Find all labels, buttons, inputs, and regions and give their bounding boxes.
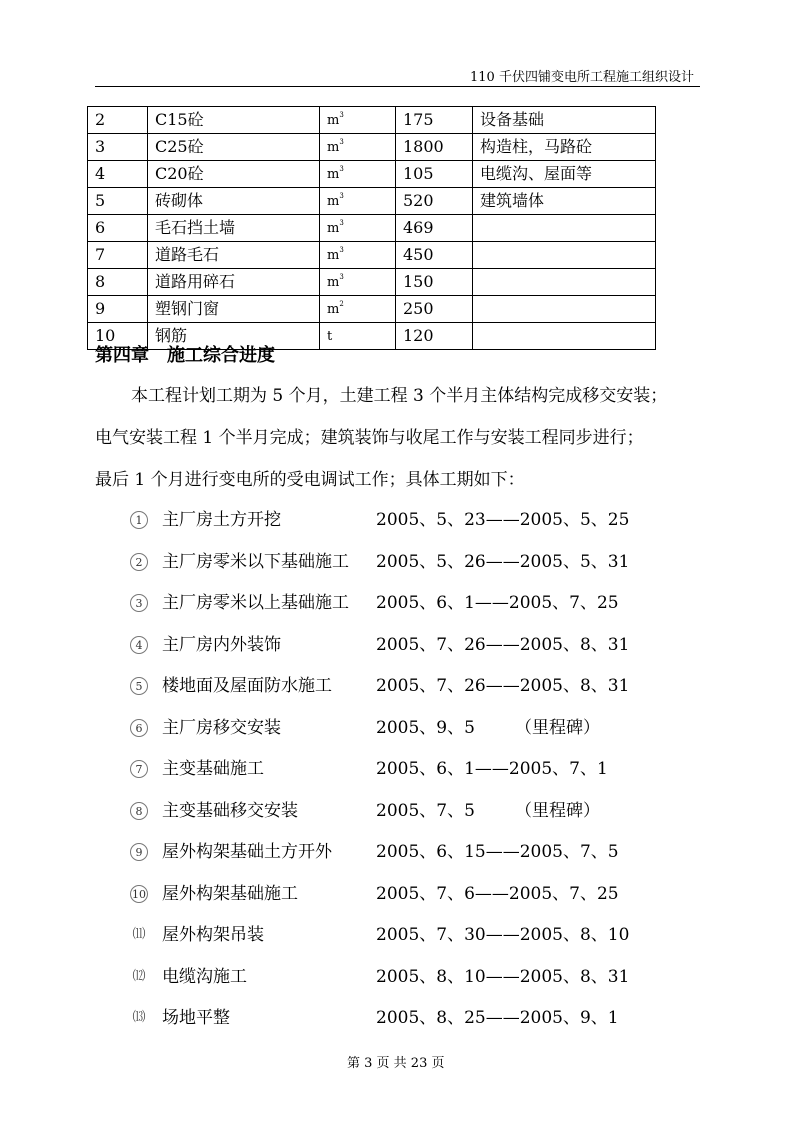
chapter-title: 第四章 施工综合进度 bbox=[95, 345, 275, 366]
intro-paragraph bbox=[95, 378, 705, 504]
quantity: 1800 bbox=[396, 134, 473, 161]
milestone-note: （里程碑） bbox=[515, 717, 600, 738]
item-number: 10 bbox=[130, 885, 148, 903]
date-range: 2005、5、23——2005、5、25 bbox=[376, 510, 630, 530]
item-number: 8 bbox=[130, 802, 148, 820]
table-row bbox=[88, 161, 656, 188]
item-name: 毛石挡土墙 bbox=[148, 215, 320, 242]
item-name: 道路用碎石 bbox=[148, 269, 320, 296]
unit: m bbox=[327, 248, 340, 263]
task-name: 主厂房内外装饰 bbox=[162, 634, 281, 655]
unit-exponent: 3 bbox=[339, 111, 344, 119]
item-number: 6 bbox=[130, 719, 148, 737]
unit-exponent: 3 bbox=[339, 165, 344, 173]
date-range: 2005、7、26——2005、8、31 bbox=[376, 676, 630, 696]
task-name: 主变基础移交安装 bbox=[162, 800, 298, 821]
unit-cell bbox=[320, 215, 396, 242]
item-number: 5 bbox=[130, 677, 148, 695]
quantity: 520 bbox=[396, 188, 473, 215]
table-row bbox=[88, 296, 656, 323]
unit-exponent: 3 bbox=[339, 138, 344, 146]
date-range: 2005、5、26——2005、5、31 bbox=[376, 551, 630, 572]
schedule-item bbox=[130, 961, 710, 1003]
intro-line: 最后 1 个月进行变电所的受电调试工作；具体工期如下： bbox=[95, 470, 525, 490]
unit: m bbox=[327, 221, 340, 236]
quantity-table-body bbox=[88, 107, 656, 350]
task-name: 主厂房移交安装 bbox=[162, 717, 281, 738]
table-row bbox=[88, 134, 656, 161]
remark: 电缆沟、屋面等 bbox=[473, 161, 656, 188]
remark bbox=[473, 215, 656, 242]
table-row bbox=[88, 107, 656, 134]
date-range: 2005、9、5 bbox=[376, 717, 475, 738]
unit: m bbox=[327, 113, 340, 128]
quantity-table bbox=[87, 106, 656, 350]
table-row bbox=[88, 242, 656, 269]
schedule-item bbox=[130, 878, 710, 920]
quantity: 105 bbox=[396, 161, 473, 188]
date-range: 2005、7、5 bbox=[376, 800, 475, 821]
item-number: ⑿ bbox=[132, 968, 146, 984]
unit-cell bbox=[320, 242, 396, 269]
schedule-item bbox=[130, 1002, 710, 1044]
unit-cell bbox=[320, 161, 396, 188]
item-name: 砖砌体 bbox=[148, 188, 320, 215]
table-row bbox=[88, 188, 656, 215]
unit-exponent: 3 bbox=[339, 219, 344, 227]
date-range: 2005、6、1——2005、7、1 bbox=[376, 759, 608, 779]
remark: 设备基础 bbox=[473, 107, 656, 134]
row-number: 9 bbox=[88, 296, 148, 323]
schedule-item bbox=[130, 670, 710, 712]
schedule-item bbox=[130, 795, 710, 837]
task-name: 屋外构架基础土方开外 bbox=[162, 842, 332, 862]
remark bbox=[473, 242, 656, 269]
unit-cell bbox=[320, 107, 396, 134]
item-number: 7 bbox=[130, 760, 148, 778]
running-header: 110 千伏四铺变电所工程施工组织设计 bbox=[470, 70, 694, 85]
schedule-item bbox=[130, 504, 710, 546]
item-name: C25砼 bbox=[148, 134, 320, 161]
schedule-item bbox=[130, 712, 710, 754]
remark: 构造柱，马路砼 bbox=[473, 134, 656, 161]
row-number: 5 bbox=[88, 188, 148, 215]
unit-exponent: 3 bbox=[339, 192, 344, 200]
schedule-item bbox=[130, 587, 710, 629]
remark bbox=[473, 269, 656, 296]
unit-cell bbox=[320, 323, 396, 350]
date-range: 2005、7、6——2005、7、25 bbox=[376, 883, 619, 904]
unit-exponent: 3 bbox=[339, 246, 344, 254]
row-number: 8 bbox=[88, 269, 148, 296]
header-rule bbox=[95, 86, 700, 87]
item-number: 4 bbox=[130, 636, 148, 654]
task-name: 电缆沟施工 bbox=[162, 966, 247, 987]
item-number: ⒀ bbox=[132, 1010, 146, 1025]
task-name: 屋外构架吊装 bbox=[162, 925, 264, 945]
item-name: 塑钢门窗 bbox=[148, 296, 320, 323]
date-range: 2005、6、15——2005、7、5 bbox=[376, 842, 619, 862]
quantity: 469 bbox=[396, 215, 473, 242]
date-range: 2005、7、30——2005、8、10 bbox=[376, 925, 630, 945]
item-number: 3 bbox=[130, 594, 148, 612]
page-number: 第 3 页 共 23 页 bbox=[347, 1056, 445, 1071]
quantity: 250 bbox=[396, 296, 473, 323]
task-name: 主厂房土方开挖 bbox=[162, 510, 281, 530]
item-number: 1 bbox=[130, 511, 148, 529]
row-number: 4 bbox=[88, 161, 148, 188]
unit: m bbox=[327, 140, 340, 155]
date-range: 2005、8、25——2005、9、1 bbox=[376, 1008, 619, 1028]
schedule-item bbox=[130, 836, 710, 878]
unit-cell bbox=[320, 188, 396, 215]
remark: 建筑墙体 bbox=[473, 188, 656, 215]
table-row bbox=[88, 215, 656, 242]
intro-line: 电气安装工程 1 个半月完成；建筑装饰与收尾工作与安装工程同步进行； bbox=[95, 428, 644, 448]
item-name: C20砼 bbox=[148, 161, 320, 188]
schedule-item bbox=[130, 919, 710, 961]
task-name: 主厂房零米以上基础施工 bbox=[162, 593, 349, 613]
item-name: 钢筋 bbox=[148, 323, 320, 350]
date-range: 2005、6、1——2005、7、25 bbox=[376, 593, 619, 613]
unit-cell bbox=[320, 296, 396, 323]
task-name: 场地平整 bbox=[162, 1008, 230, 1028]
task-name: 楼地面及屋面防水施工 bbox=[162, 676, 332, 696]
task-name: 主变基础施工 bbox=[162, 759, 264, 779]
unit: m bbox=[327, 302, 340, 317]
table-row bbox=[88, 269, 656, 296]
schedule-item bbox=[130, 546, 710, 588]
item-number: 9 bbox=[130, 843, 148, 861]
item-name: 道路毛石 bbox=[148, 242, 320, 269]
row-number: 2 bbox=[88, 107, 148, 134]
unit: m bbox=[327, 167, 340, 182]
unit-exponent: 2 bbox=[339, 300, 344, 308]
intro-line: 本工程计划工期为 5 个月，土建工程 3 个半月主体结构完成移交安装； bbox=[131, 386, 668, 406]
unit: t bbox=[327, 329, 333, 344]
row-number: 3 bbox=[88, 134, 148, 161]
item-number: ⑾ bbox=[132, 927, 146, 942]
date-range: 2005、7、26——2005、8、31 bbox=[376, 634, 630, 655]
schedule-item bbox=[130, 753, 710, 795]
row-number: 7 bbox=[88, 242, 148, 269]
task-name: 屋外构架基础施工 bbox=[162, 883, 298, 904]
remark bbox=[473, 323, 656, 350]
item-name: C15砼 bbox=[148, 107, 320, 134]
unit-cell bbox=[320, 134, 396, 161]
unit-exponent: 3 bbox=[339, 273, 344, 281]
row-number: 10 bbox=[88, 323, 148, 350]
date-range: 2005、8、10——2005、8、31 bbox=[376, 966, 630, 987]
item-number: 2 bbox=[130, 553, 148, 571]
unit-cell bbox=[320, 269, 396, 296]
milestone-note: （里程碑） bbox=[515, 800, 600, 821]
schedule-item bbox=[130, 629, 710, 671]
task-name: 主厂房零米以下基础施工 bbox=[162, 551, 349, 572]
schedule-list bbox=[130, 504, 710, 1044]
quantity: 450 bbox=[396, 242, 473, 269]
row-number: 6 bbox=[88, 215, 148, 242]
quantity: 150 bbox=[396, 269, 473, 296]
unit: m bbox=[327, 275, 340, 290]
remark bbox=[473, 296, 656, 323]
quantity: 175 bbox=[396, 107, 473, 134]
unit: m bbox=[327, 194, 340, 209]
quantity: 120 bbox=[396, 323, 473, 350]
